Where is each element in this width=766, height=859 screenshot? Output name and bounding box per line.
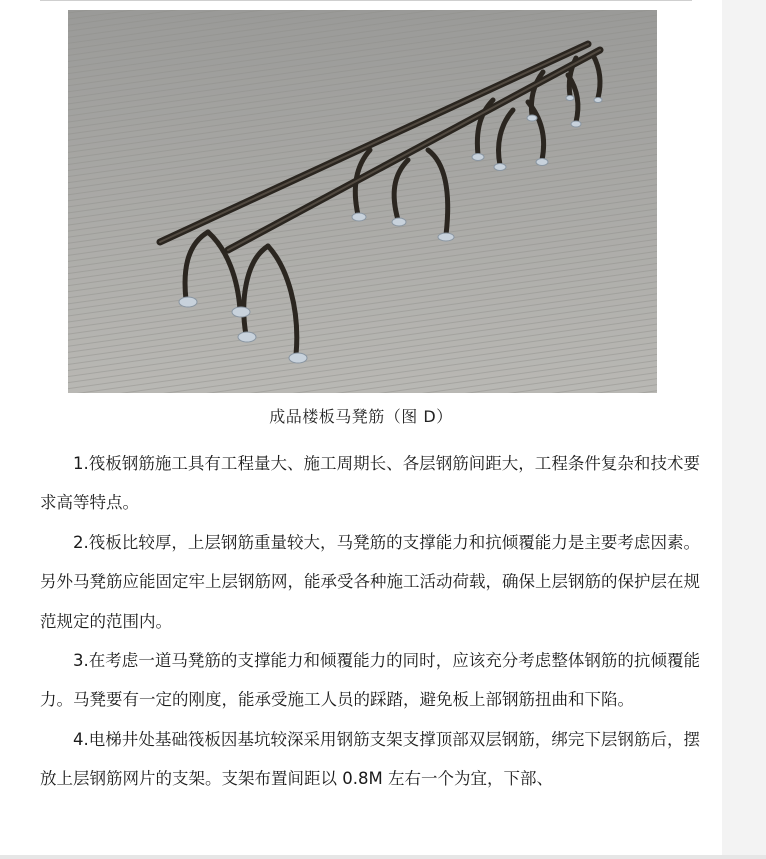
paragraph-2: 2.筏板比较厚，上层钢筋重量较大，马凳筋的支撑能力和抗倾覆能力是主要考虑因素。另外马凳筋应能固定牢上层钢筋网，能承受各种施工活动荷载，确保上层钢筋的保护层在规范规定的范围内。 xyxy=(40,532,700,631)
right-margin-area xyxy=(722,0,766,859)
figure-caption: 成品楼板马凳筋（图 D） xyxy=(269,407,453,426)
rebar-chair-photo xyxy=(68,10,657,393)
paragraph-1: 1.筏板钢筋施工具有工程量大、施工周期长、各层钢筋间距大，工程条件复杂和技术要求高等特点。 xyxy=(40,454,700,513)
bottom-edge xyxy=(0,855,766,859)
page-top-rule xyxy=(40,0,692,1)
body-text xyxy=(40,444,700,799)
paragraph-3: 3.在考虑一道马凳筋的支撑能力和倾覆能力的同时，应该充分考虑整体钢筋的抗倾覆能力。马凳要有一定的刚度，能承受施工人员的踩踏，避免板上部钢筋扭曲和下陷。 xyxy=(40,651,700,710)
paragraph-4: 4.电梯井处基础筏板因基坑较深采用钢筋支架支撑顶部双层钢筋，绑完下层钢筋后，摆放上层钢筋网片的支架。支架布置间距以 0.8M 左右一个为宜，下部、 xyxy=(40,729,700,789)
